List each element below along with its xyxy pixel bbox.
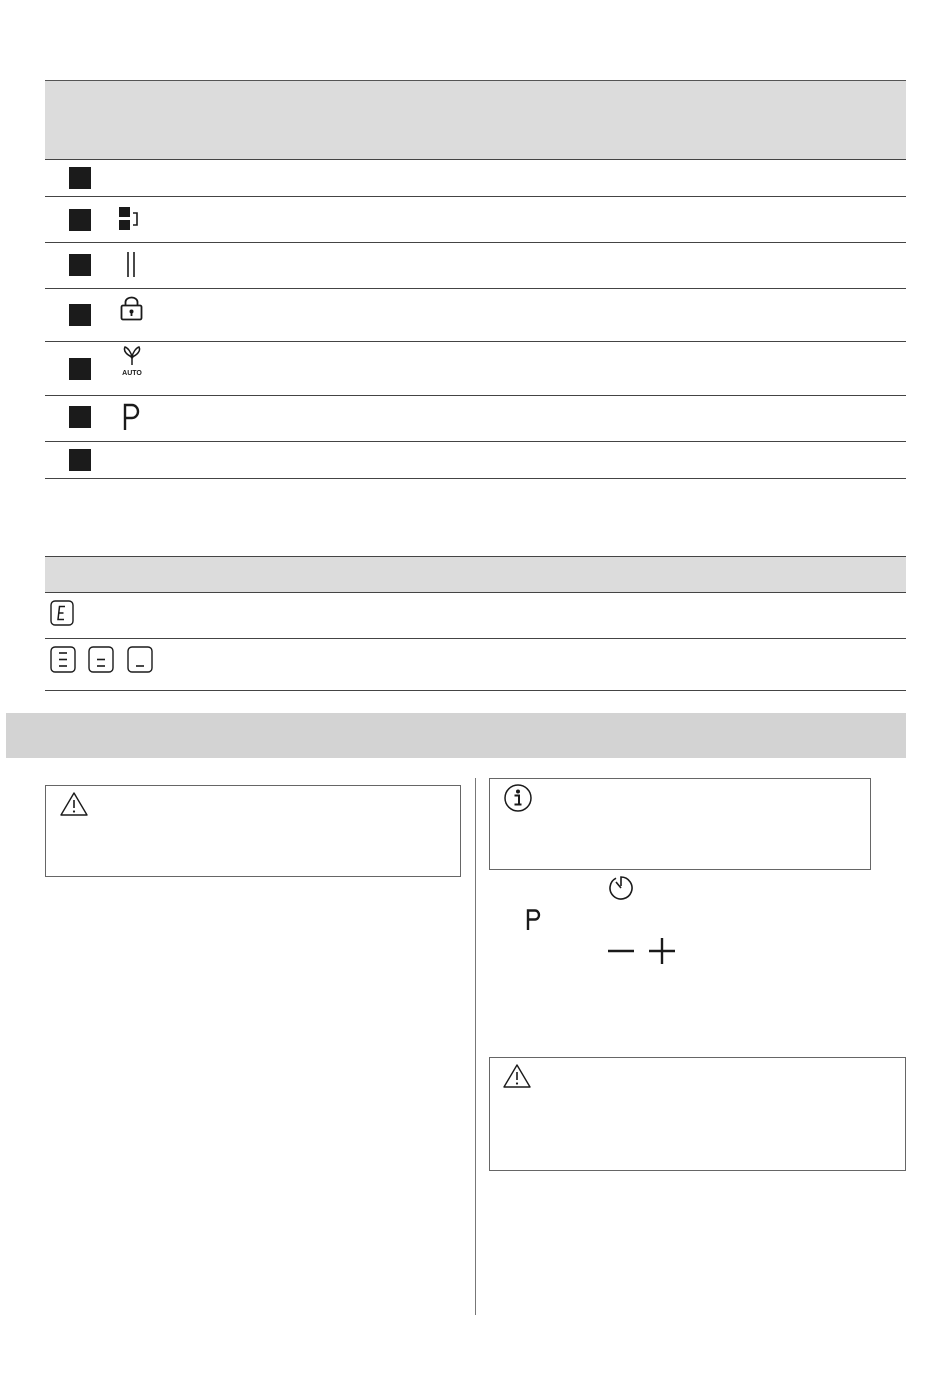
info-icon <box>503 783 533 813</box>
p-symbol-icon <box>526 909 540 931</box>
warning-icon <box>503 1064 531 1088</box>
plus-icon <box>648 937 676 965</box>
row-marker-square <box>69 358 91 380</box>
table-bottom-rule <box>45 690 906 691</box>
table-header-band <box>45 80 906 159</box>
pause-icon <box>125 252 137 278</box>
p-booster-icon <box>122 403 140 431</box>
row-marker-square <box>69 406 91 428</box>
bridge-icon <box>119 207 141 231</box>
timer-icon <box>607 874 635 902</box>
table-header-rule <box>45 159 906 160</box>
residual-heat-medium-icon <box>88 646 114 673</box>
table-top-rule <box>45 556 906 557</box>
warning-box <box>489 1057 906 1171</box>
row-divider <box>45 196 906 197</box>
row-marker-square <box>69 304 91 326</box>
section-heading-band <box>6 713 906 758</box>
row-divider <box>45 242 906 243</box>
warning-box <box>45 785 461 877</box>
table-top-rule <box>45 80 906 81</box>
column-divider <box>475 778 476 1315</box>
lock-icon <box>120 297 144 321</box>
row-divider <box>45 341 906 342</box>
info-box <box>489 778 871 870</box>
row-divider <box>45 288 906 289</box>
row-marker-square <box>69 209 91 231</box>
residual-heat-e-icon <box>50 600 74 626</box>
auto-label: AUTO <box>122 370 142 377</box>
hob-hood-auto-icon <box>119 345 145 377</box>
minus-icon <box>607 937 635 965</box>
residual-heat-high-icon <box>50 646 76 673</box>
table-header-rule <box>45 592 906 593</box>
residual-heat-low-icon <box>127 646 153 673</box>
row-divider <box>45 638 906 639</box>
table-header-band <box>45 556 906 592</box>
row-divider <box>45 395 906 396</box>
warning-icon <box>60 792 88 816</box>
row-marker-square <box>69 167 91 189</box>
row-marker-square <box>69 254 91 276</box>
row-marker-square <box>69 449 91 471</box>
table-bottom-rule <box>45 478 906 479</box>
row-divider <box>45 441 906 442</box>
